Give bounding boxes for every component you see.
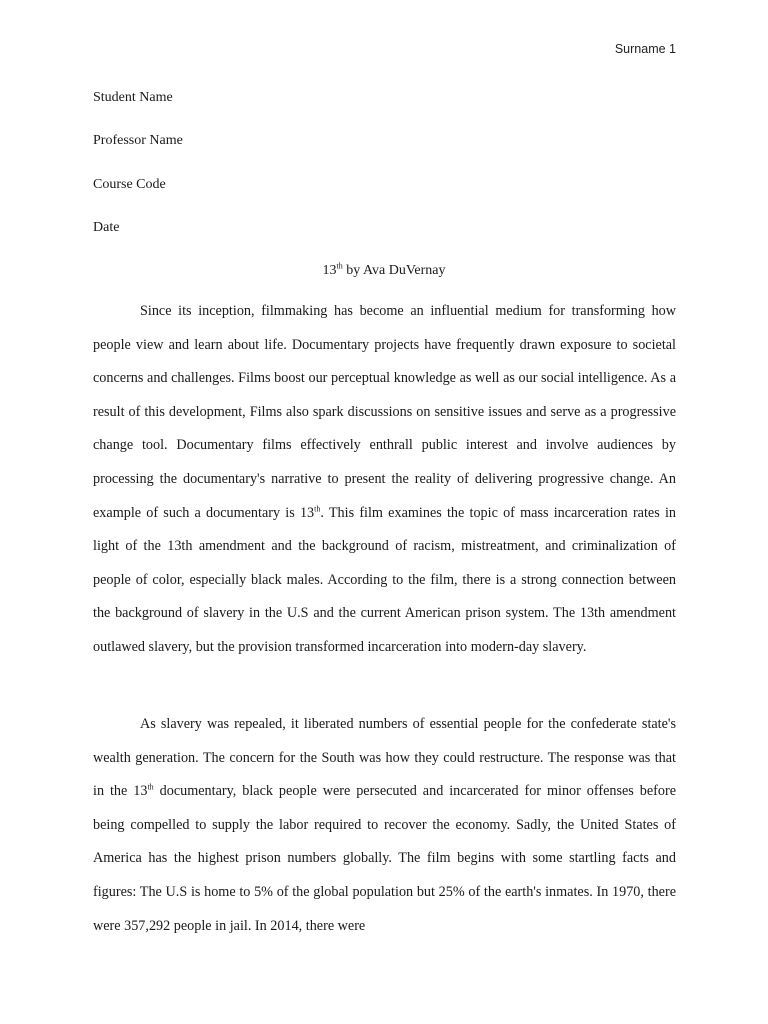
- running-header: Surname 1: [614, 42, 676, 56]
- professor-name: Professor Name: [93, 133, 183, 148]
- body-paragraph-1: [93, 295, 676, 665]
- body-paragraph-2: [93, 708, 676, 943]
- paragraph-2-text-a: As slavery was repealed, it liberated numbers of essential people for the confederate state's wealth generation. The concern for the South was how they could restructure. The response was that in the 13: [93, 716, 676, 800]
- course-code: Course Code: [93, 177, 166, 192]
- paragraph-1-text-b: . This film examines the topic of mass incarceration rates in light of the 13th amendment and the background of racism, mistreatment, and criminalization of people of color, especially black males. According to the film, there is a strong connection between the background of slavery in the U.S and the current American prison system. The 13th amendment outlawed slavery, but the provision transformed incarceration into modern-day slavery.: [93, 504, 676, 655]
- student-name: Student Name: [93, 90, 173, 105]
- paragraph-2-superscript: th: [147, 782, 154, 792]
- essay-title: [0, 262, 768, 279]
- date-line: Date: [93, 220, 120, 235]
- paragraph-2-text-b: documentary, black people were persecuted and incarcerated for minor offenses before being compelled to supply the labor required to recover the economy. Sadly, the United States of America has the highest prison numbers globally. The film begins with some startling facts and figures: The U.S is home to 5% of the global population but 25% of the earth's inmates. In 1970, there were 357,292 people in jail. In 2014, there were: [93, 783, 676, 934]
- title-superscript: th: [336, 261, 343, 271]
- title-rest: by Ava DuVernay: [342, 263, 446, 278]
- paragraph-1-superscript: th: [314, 503, 321, 513]
- title-number: 13: [322, 263, 337, 278]
- paragraph-1-text-a: Since its inception, filmmaking has become an influential medium for transforming how people view and learn about life. Documentary projects have frequently drawn exposure to societal concerns and challenges. Films boost our perceptual knowledge as well as our social intelligence. As a result of this development, Films also spark discussions on sensitive issues and serve as a progressive change tool. Documentary films effectively enthrall public interest and involve audiences by processing the documentary's narrative to present the reality of delivering progressive change. An example of such a documentary is 13: [93, 303, 676, 521]
